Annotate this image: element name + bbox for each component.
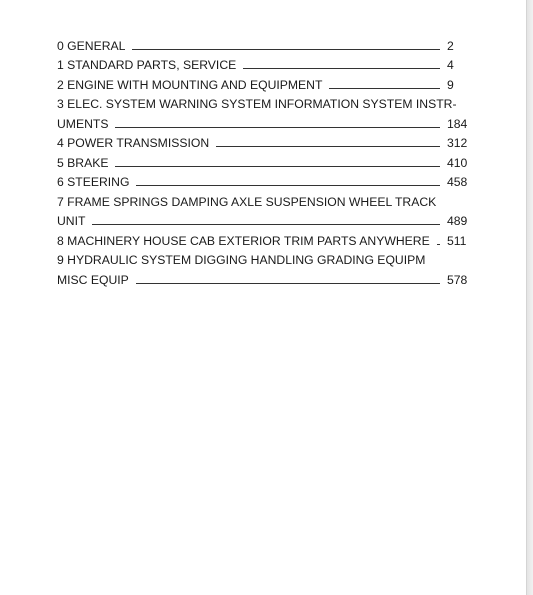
toc-entry-title: 2 ENGINE WITH MOUNTING AND EQUIPMENT bbox=[57, 77, 323, 92]
viewer-scrollbar-edge[interactable] bbox=[526, 0, 533, 595]
toc-page-number: 458 bbox=[447, 175, 468, 189]
toc-page-number: 2 bbox=[447, 38, 454, 53]
toc-leader-line bbox=[115, 127, 440, 128]
toc-page-number: 511 bbox=[447, 233, 467, 248]
toc-page-number: 578 bbox=[447, 272, 468, 287]
toc-entry-frame-line1[interactable] bbox=[57, 189, 467, 209]
toc-entry-elec-system-line2[interactable] bbox=[57, 111, 467, 131]
toc-entry-hydraulic-line1[interactable] bbox=[57, 248, 467, 268]
toc-page-number: 489 bbox=[447, 214, 468, 228]
table-of-contents bbox=[57, 33, 467, 287]
toc-entry-title: 7 FRAME SPRINGS DAMPING AXLE SUSPENSION WHEEL TRACK bbox=[57, 194, 437, 209]
toc-entry-title: 0 GENERAL bbox=[57, 38, 126, 53]
toc-leader-line bbox=[115, 166, 440, 167]
toc-leader-line bbox=[216, 146, 440, 147]
toc-entry-frame-line2[interactable] bbox=[57, 209, 467, 229]
toc-entry-title: 1 STANDARD PARTS, SERVICE bbox=[57, 58, 237, 72]
toc-leader-line bbox=[136, 185, 440, 186]
toc-entry-title-continued: UNIT bbox=[57, 214, 86, 228]
toc-entry-hydraulic-line2[interactable] bbox=[57, 267, 467, 287]
toc-leader-line bbox=[136, 283, 440, 284]
toc-page-number: 4 bbox=[447, 58, 454, 72]
toc-entry-title: 4 POWER TRANSMISSION bbox=[57, 136, 210, 150]
toc-leader-line bbox=[329, 88, 440, 89]
toc-entry-power-transmission[interactable] bbox=[57, 131, 467, 151]
toc-entry-steering[interactable] bbox=[57, 170, 467, 190]
toc-leader-line bbox=[92, 224, 440, 225]
toc-page-number: 184 bbox=[447, 116, 468, 131]
toc-entry-title: 5 BRAKE bbox=[57, 155, 109, 170]
toc-entry-brake[interactable] bbox=[57, 150, 467, 170]
toc-page-number: 312 bbox=[447, 136, 468, 150]
toc-page-number: 9 bbox=[447, 77, 454, 92]
toc-leader-line bbox=[243, 68, 440, 69]
toc-entry-machinery-house[interactable] bbox=[57, 228, 467, 248]
toc-entry-title-continued: MISC EQUIP bbox=[57, 272, 129, 287]
toc-entry-general[interactable] bbox=[57, 33, 467, 53]
toc-entry-title: 6 STEERING bbox=[57, 175, 130, 189]
toc-leader-line bbox=[437, 244, 440, 245]
toc-leader-line bbox=[132, 49, 440, 50]
toc-page-number: 410 bbox=[447, 155, 468, 170]
toc-entry-title: 3 ELEC. SYSTEM WARNING SYSTEM INFORMATION SYSTEM INSTR- bbox=[57, 97, 457, 111]
toc-entry-title: 9 HYDRAULIC SYSTEM DIGGING HANDLING GRADING EQUIPM bbox=[57, 253, 426, 267]
toc-entry-title: 8 MACHINERY HOUSE CAB EXTERIOR TRIM PARTS ANYWHERE bbox=[57, 233, 430, 248]
toc-entry-title-continued: UMENTS bbox=[57, 116, 109, 131]
toc-entry-engine[interactable] bbox=[57, 72, 467, 92]
toc-entry-elec-system-line1[interactable] bbox=[57, 92, 467, 112]
toc-entry-standard-parts[interactable] bbox=[57, 53, 467, 73]
